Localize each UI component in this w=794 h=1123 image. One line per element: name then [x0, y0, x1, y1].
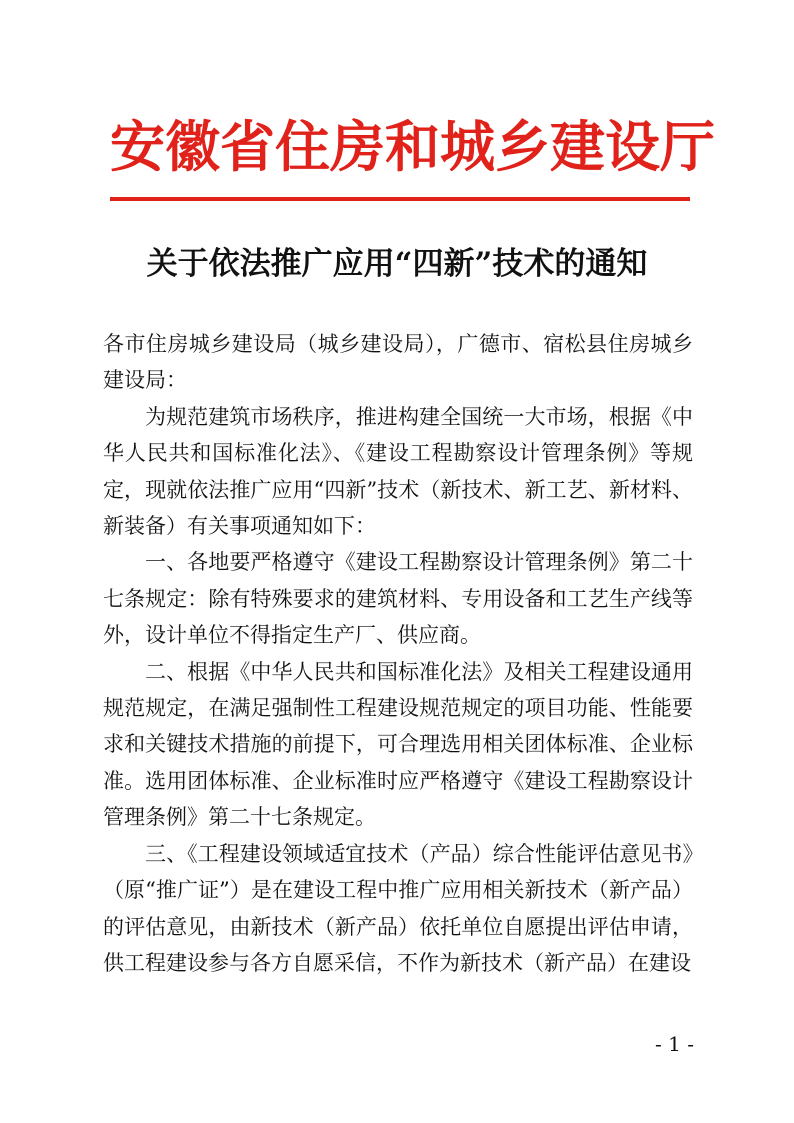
- agency-masthead: 安徽省住房和城乡建设厅: [110, 114, 716, 179]
- paragraph-item-2: 二、根据《中华人民共和国标准化法》及相关工程建设通用规范规定，在满足强制性工程建设规范规定的项目功能、性能要求和关键技术措施的前提下，可合理选用相关团体标准、企业标准。选用团体标准、企业标准时应严格遵守《建设工程勘察设计管理条例》第二十七条规定。: [103, 659, 693, 830]
- paragraph-item-3: 三、《工程建设领域适宜技术（产品）综合性能评估意见书》（原“推广证”）是在建设工程中推广应用相关新技术（新产品）的评估意见，由新技术（新产品）依托单位自愿提出评估申请，供工程建设参与各方自愿采信，不作为新技术（新产品）在建设: [103, 841, 693, 975]
- document-title: 关于依法推广应用“四新”技术的通知: [146, 246, 648, 282]
- masthead-red-rule: [110, 197, 690, 201]
- paragraph-intro: 为规范建筑市场秩序，推进构建全国统一大市场，根据《中华人民共和国标准化法》、《建设工程勘察设计管理条例》等规定，现就依法推广应用“四新”技术（新技术、新工艺、新材料、新装备）有关事项通知如下：: [103, 404, 693, 539]
- salutation: 各市住房城乡建设局（城乡建设局），广德市、宿松县住房城乡建设局：: [103, 332, 693, 393]
- document-body: [103, 326, 693, 981]
- paragraph-item-1: 一、各地要严格遵守《建设工程勘察设计管理条例》第二十七条规定：除有特殊要求的建筑材料、专用设备和工艺生产线等外，设计单位不得指定生产厂、供应商。: [103, 550, 693, 648]
- page-number: - 1 -: [655, 1032, 694, 1056]
